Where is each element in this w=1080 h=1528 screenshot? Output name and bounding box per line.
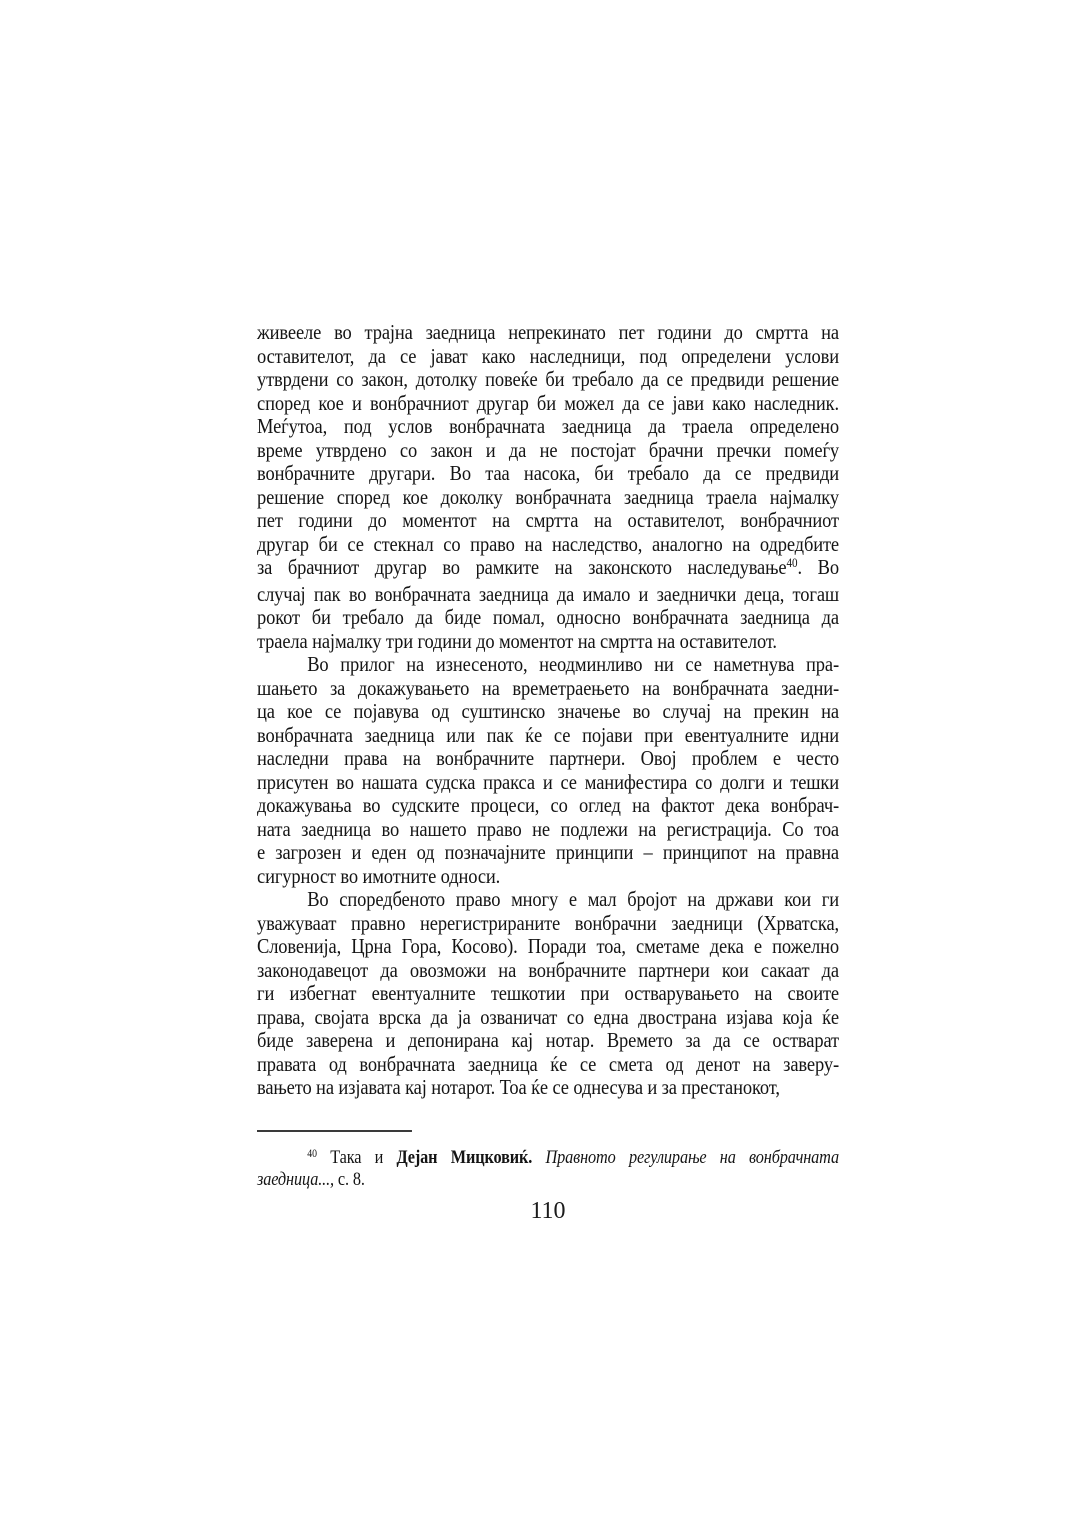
text-line (257, 345, 839, 369)
text-segment: според кое и вонбрачниот другар би можел да се јави како наследник. (257, 390, 840, 415)
text-line (257, 865, 839, 889)
text-segment: оставителот, да се јават како наследници, под определени услови (257, 343, 840, 368)
text-segment: наследни права на вонбрачните партнери. Овој проблем е често (257, 746, 840, 770)
text-segment: права, својата врска да ја озваничат со една двострана изјава која ќе (257, 1004, 840, 1029)
text-segment: законодавецот да овозможи на вонбрачните партнери кои сакаат да (257, 957, 840, 982)
text-line (257, 700, 839, 724)
page-number: 110 (530, 1198, 566, 1224)
paragraph (257, 653, 839, 888)
text-line (257, 439, 839, 463)
text-line (257, 1006, 839, 1030)
text-segment: ца кое се појавува од суштинско значење во случај на прекин на (257, 699, 840, 723)
text-segment: Така и (316, 1147, 397, 1168)
text-block (257, 321, 839, 1191)
text-line (257, 1053, 839, 1077)
text-segment: е загрозен и еден од позначајните принципи – принципот на правна (257, 840, 840, 864)
text-segment: вонбрачните другари. Во таа насока, би требало да се предвиди (257, 461, 840, 485)
text-segment: Дејан Мицковиќ. (396, 1147, 533, 1168)
text-segment: присутен во нашата судска пракса и се манифестира со долги и тешки (257, 769, 840, 794)
text-segment: за брачниот другар во рамките на законското наследување (257, 555, 787, 579)
text-segment: докажувања во судските процеси, со оглед на фактот дека вонбрач- (257, 793, 840, 817)
text-line (257, 1029, 839, 1053)
text-segment: с. 8. (333, 1170, 365, 1190)
text-line (257, 1076, 839, 1100)
footnote-line (257, 1170, 839, 1191)
text-line (257, 486, 839, 510)
text-line (257, 912, 839, 936)
text-segment: Правното регулирање на вонбрачната (532, 1147, 840, 1168)
text-segment: ги избегнат евентуалните тешкотии при остварувањето на своите (257, 981, 840, 1005)
body-text (257, 321, 839, 1100)
text-segment: Меѓутоа, под услов вонбрачната заедница да траела определено (257, 414, 840, 438)
text-line (257, 747, 839, 771)
text-segment: решение според кое доколку вонбрачната заедница траела најмалку (257, 484, 840, 509)
text-line (257, 630, 839, 654)
text-line (257, 677, 839, 701)
text-line (257, 583, 839, 607)
text-line (257, 724, 839, 748)
text-segment: време утврдено со закон и да не постојат брачни пречки помеѓу (257, 437, 840, 462)
text-segment: траела најмалку три години до моментот на смртта на оставителот. (257, 628, 777, 653)
text-line (257, 888, 839, 912)
text-line (257, 959, 839, 983)
footnote-separator (257, 1130, 412, 1132)
text-segment: Словенија, Црна Гора, Косово). Поради тоа, сметаме дека е пожелно (257, 934, 840, 958)
text-segment: вонбрачната заедница или пак ќе се појави при евентуалните идни (257, 722, 840, 747)
text-segment: другар би се стекнал со право на наследство, аналогно на одредбите (257, 531, 840, 556)
text-line (257, 982, 839, 1006)
text-segment: утврдени со закон, дотолку повеќе би требало да се предвиди решение (257, 367, 840, 391)
superscript-ref: 40 (786, 556, 798, 571)
text-segment: ната заедница во нашето право не подлежи на регистрација. Со тоа (257, 816, 840, 841)
text-segment: пет години до моментот на смртта на оставителот, вонбрачниот (257, 508, 840, 532)
text-segment: вањето на изјавата кај нотарот. Тоа ќе се однесува и за престанокот, (257, 1075, 780, 1099)
footnote (257, 1148, 839, 1191)
text-line (257, 368, 839, 392)
text-line (257, 818, 839, 842)
superscript-ref: 40 (307, 1147, 317, 1160)
text-segment: рокот би требало да биде помал, односно вонбрачната заедница да (257, 605, 840, 629)
footnote-line (257, 1148, 839, 1171)
text-line (257, 771, 839, 795)
text-line (257, 509, 839, 533)
text-line (257, 533, 839, 557)
text-segment: биде заверена и депонирана кај нотар. Времето за да се остварат (257, 1028, 840, 1052)
text-line (257, 392, 839, 416)
text-segment: живееле во трајна заедница непрекинато пет години до смртта на (257, 320, 840, 344)
text-segment: случај пак во вонбрачната заедница да имало и заеднички деца, тогаш (257, 581, 840, 606)
paragraph (257, 321, 839, 653)
text-line (257, 841, 839, 865)
text-segment: уважуваат правно нерегистрираните вонбрачни заедници (Хрватска, (257, 910, 840, 935)
text-segment: Во прилог на изнесеното, неодминливо ни се наметнува пра- (307, 652, 840, 676)
text-line (257, 415, 839, 439)
text-line (257, 794, 839, 818)
text-segment: Во споредбеното право многу е мал бројот на држави кои ги (307, 887, 840, 911)
text-line (257, 321, 839, 345)
text-line (257, 462, 839, 486)
text-line (257, 935, 839, 959)
paragraph (257, 888, 839, 1100)
text-line (257, 653, 839, 677)
text-segment: . Во (797, 555, 840, 579)
text-segment: заедница..., (257, 1170, 334, 1190)
text-line (257, 606, 839, 630)
text-line (257, 556, 839, 583)
text-segment: сигурност во имотните односи. (257, 863, 501, 888)
text-segment: правата од вонбрачната заедница ќе се смета од денот на заверу- (257, 1051, 840, 1076)
text-segment: шањето за докажувањето на времетраењето на вонбрачната заедни- (257, 675, 840, 700)
